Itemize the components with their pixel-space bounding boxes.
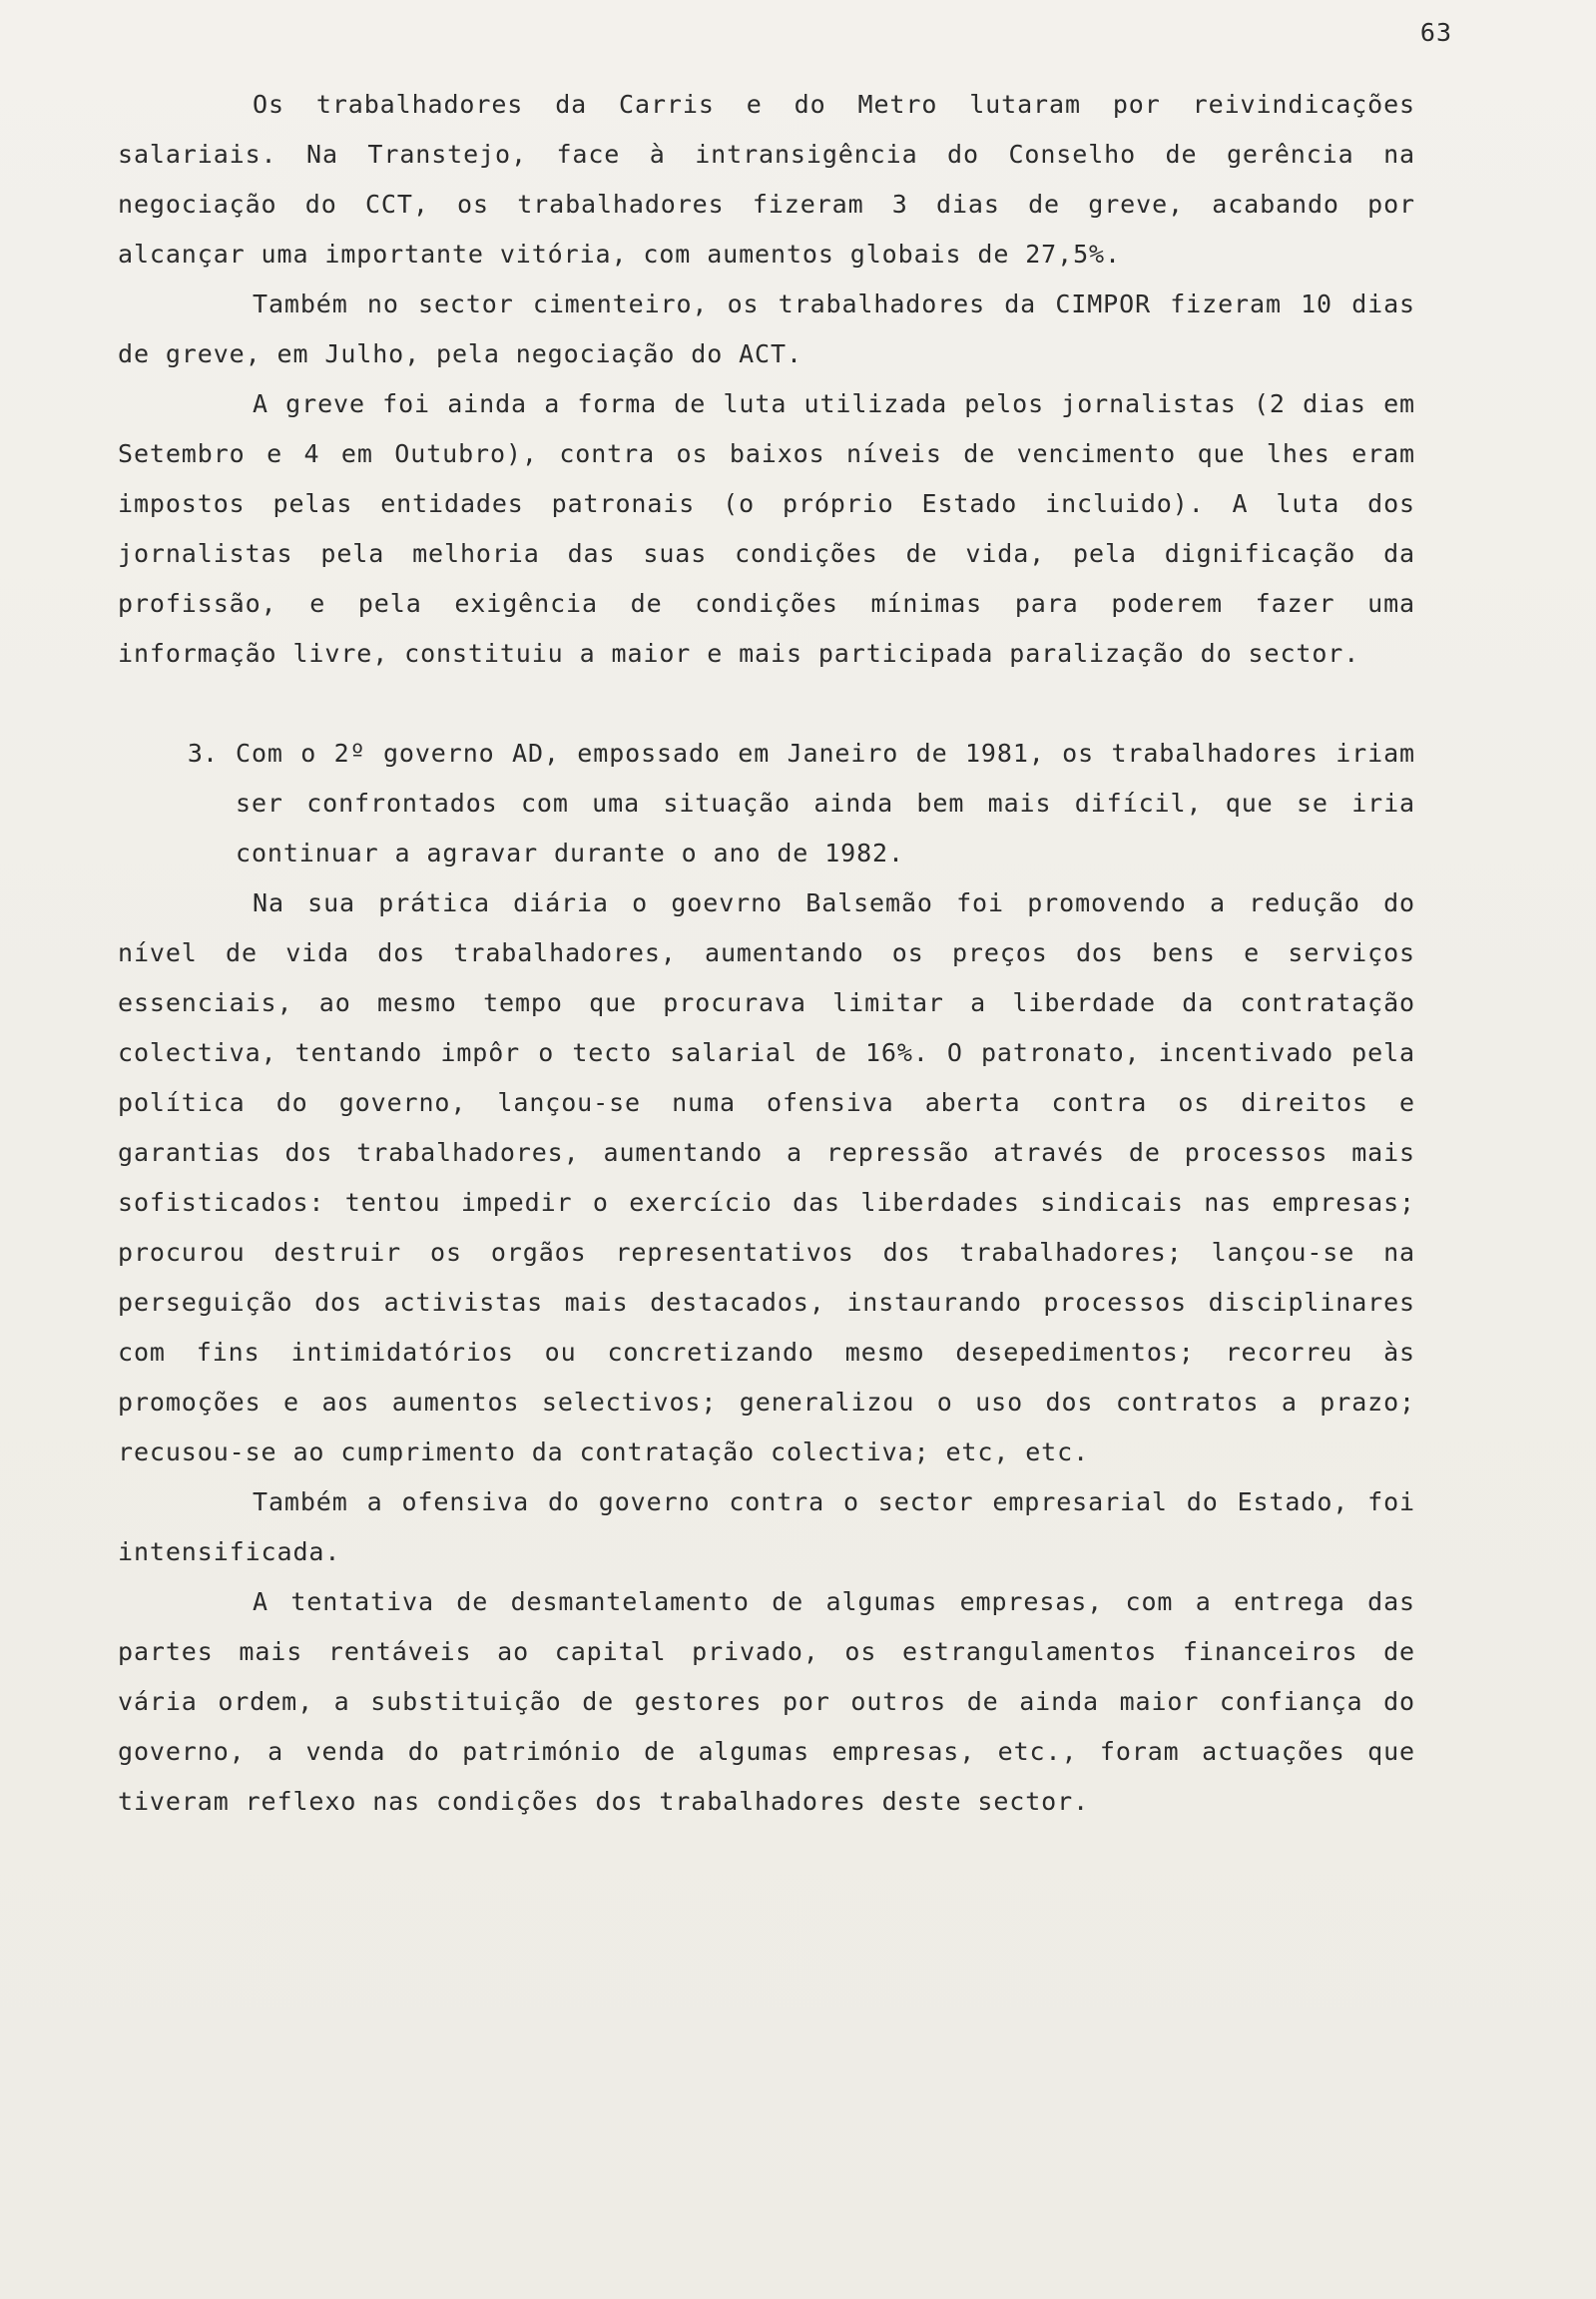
paragraph-desmantelamento: A tentativa de desmantelamento de algumas empresas, com a entrega das partes mais rentáveis ao capital privado, os estrangulamentos financeiros de vária ordem, a substituição de gestores por outros de ainda maior confiança do governo, a venda do património de algumas empresas, etc., foram actuações que tiveram reflexo nas condições dos trabalhadores deste sector.: [118, 1587, 1415, 1816]
paragraph-jornalistas: A greve foi ainda a forma de luta utilizada pelos jornalistas (2 dias em Setembro e 4 em Outubro), contra os baixos níveis de vencimento que lhes eram impostos pelas entidades patronais (o próprio Estado incluido). A luta dos jornalistas pela melhoria das suas condições de vida, pela dignificação da profissão, e pela exigência de condições mínimas para poderem fazer uma informação livre, constituiu a maior e mais participada paralização do sector.: [118, 389, 1415, 668]
paragraph-sector-empresarial: Também a ofensiva do governo contra o sector empresarial do Estado, foi intensificada.: [118, 1487, 1415, 1566]
paragraph-cimpor: Também no sector cimenteiro, os trabalhadores da CIMPOR fizeram 10 dias de greve, em Julho, pela negociação do ACT.: [118, 289, 1415, 368]
section-number: 3.: [187, 739, 218, 768]
page-number: 63: [1419, 18, 1452, 47]
section-3-text: Com o 2º governo AD, empossado em Janeiro de 1981, os trabalhadores iriam ser confrontados com uma situação ainda bem mais difícil, que se iria continuar a agravar durante o ano de 1982.: [236, 739, 1415, 867]
paragraph-governo-balsemao: Na sua prática diária o goevrno Balsemão foi promovendo a redução do nível de vida dos trabalhadores, aumentando os preços dos bens e serviços essenciais, ao mesmo tempo que procurava limitar a liberdade da contratação colectiva, tentando impôr o tecto salarial de 16%. O patronato, incentivado pela política do governo, lançou-se numa ofensiva aberta contra os direitos e garantias dos trabalhadores, aumentando a repressão através de processos mais sofisticados: tentou impedir o exercício das liberdades sindicais nas empresas; procurou destruir os orgãos representativos dos trabalhadores; lançou-se na perseguição dos activistas mais destacados, instaurando processos disciplinares com fins intimidatórios ou concretizando mesmo desepedimentos; recorreu às promoções e aos aumentos selectivos; generalizou o uso dos contratos a prazo; recusou-se ao cumprimento da contratação colectiva; etc, etc.: [118, 888, 1415, 1466]
section-3: [118, 729, 1415, 878]
body-text: [118, 80, 1415, 1827]
paragraph-carris-metro: Os trabalhadores da Carris e do Metro lutaram por reivindicações salariais. Na Transtejo, face à intransigência do Conselho de gerência na negociação do CCT, os trabalhadores fizeram 3 dias de greve, acabando por alcançar uma importante vitória, com aumentos globais de 27,5%.: [118, 90, 1415, 269]
